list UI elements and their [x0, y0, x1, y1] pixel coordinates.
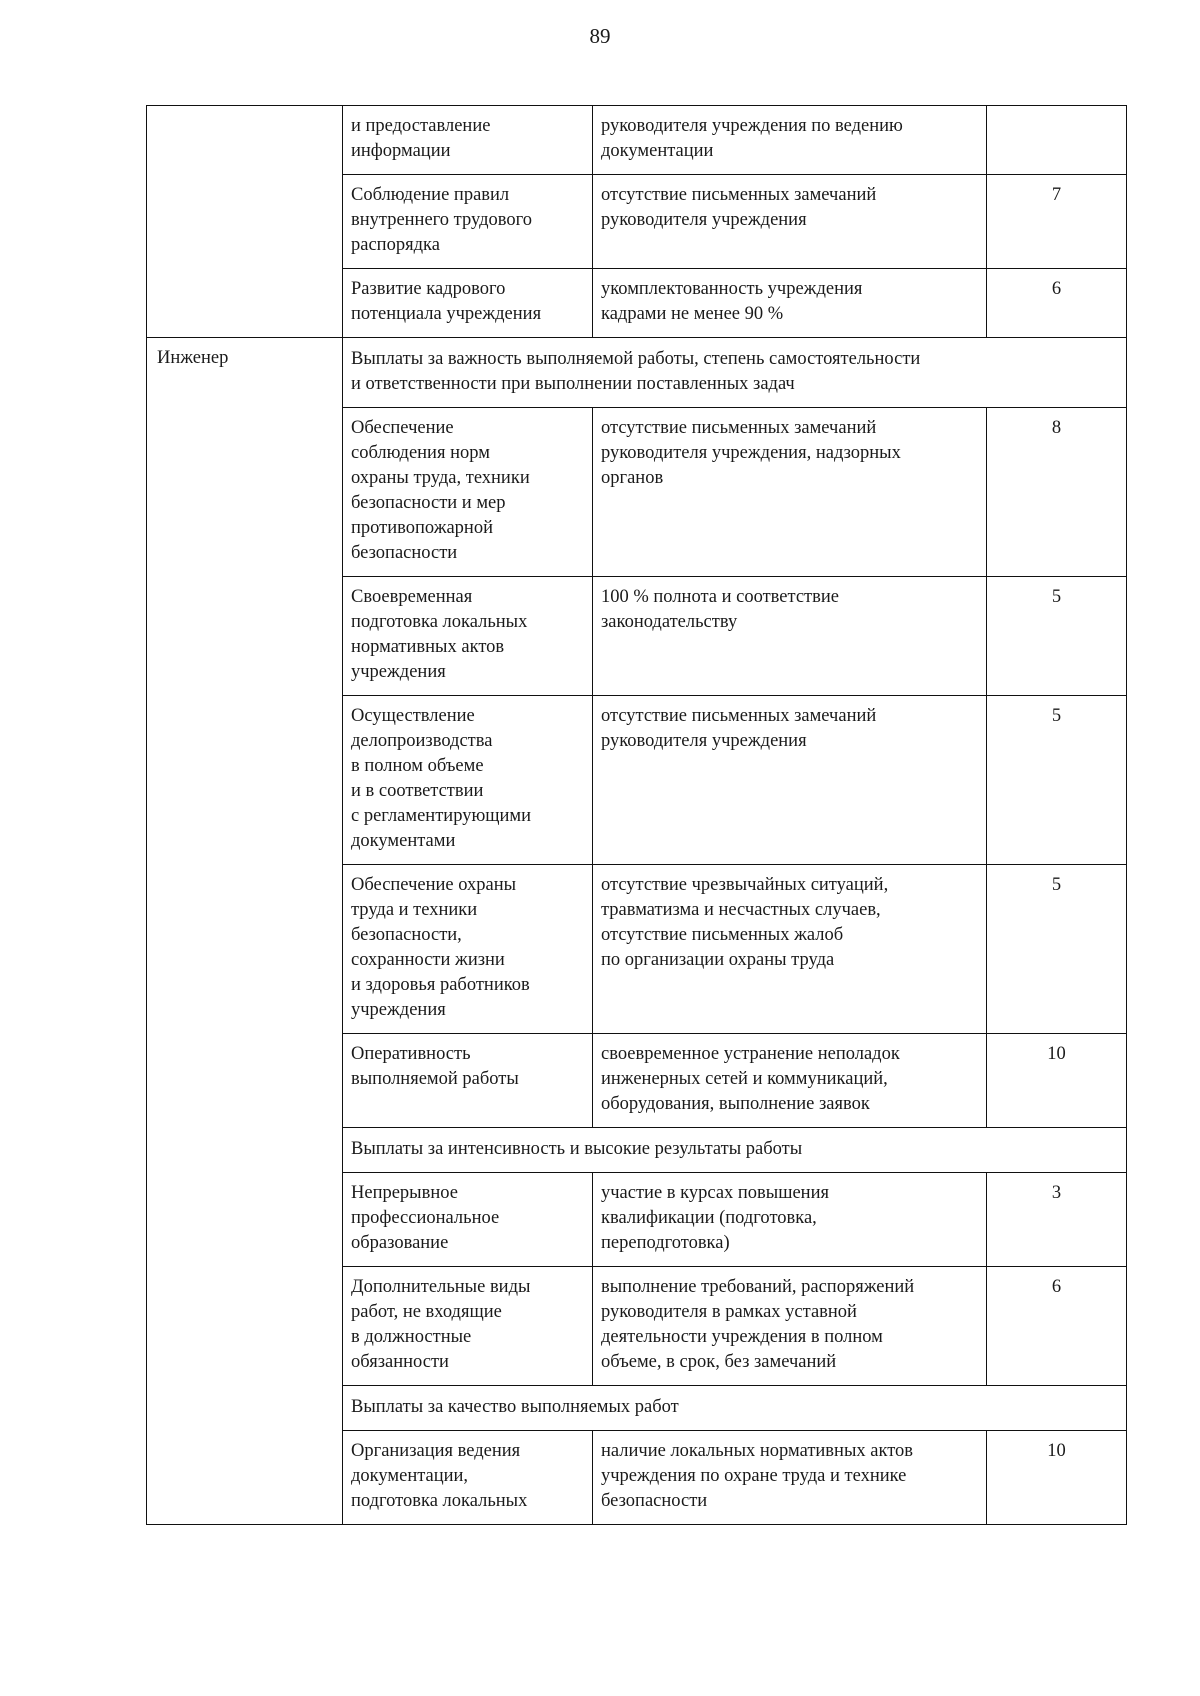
table-row — [147, 106, 1127, 175]
points-cell: 5 — [987, 577, 1127, 696]
indicator-cell: выполнение требований, распоряжений руководителя в рамках уставной деятельности учреждения в полном объеме, в срок, без замечаний — [593, 1267, 987, 1386]
indicator-cell: отсутствие письменных замечаний руководителя учреждения — [593, 175, 987, 269]
page-number: 89 — [589, 24, 611, 48]
criterion-cell: Обеспечение охраны труда и техники безопасности, сохранности жизни и здоровья работников учреждения — [343, 865, 593, 1034]
section-header-cell: Выплаты за интенсивность и высокие результаты работы — [343, 1128, 1127, 1173]
criterion-cell: Своевременная подготовка локальных нормативных актов учреждения — [343, 577, 593, 696]
position-cell — [147, 106, 343, 338]
indicator-cell: укомплектованность учреждения кадрами не менее 90 % — [593, 269, 987, 338]
points-cell: 8 — [987, 408, 1127, 577]
section-header-cell: Выплаты за качество выполняемых работ — [343, 1386, 1127, 1431]
points-cell: 6 — [987, 1267, 1127, 1386]
indicator-cell: отсутствие письменных замечаний руководителя учреждения, надзорных органов — [593, 408, 987, 577]
indicator-cell: руководителя учреждения по ведению документации — [593, 106, 987, 175]
section-header-row — [147, 338, 1127, 408]
section-header-cell: Выплаты за важность выполняемой работы, степень самостоятельности и ответственности при выполнении поставленных задач — [343, 338, 1127, 408]
indicator-cell: 100 % полнота и соответствие законодательству — [593, 577, 987, 696]
indicator-cell: участие в курсах повышения квалификации (подготовка, переподготовка) — [593, 1173, 987, 1267]
points-cell: 10 — [987, 1034, 1127, 1128]
criterion-cell: Осуществление делопроизводства в полном объеме и в соответствии с регламентирующими документами — [343, 696, 593, 865]
indicator-cell: своевременное устранение неполадок инженерных сетей и коммуникаций, оборудования, выполнение заявок — [593, 1034, 987, 1128]
criterion-cell: Развитие кадрового потенциала учреждения — [343, 269, 593, 338]
criterion-cell: и предоставление информации — [343, 106, 593, 175]
points-cell: 5 — [987, 865, 1127, 1034]
criteria-table — [146, 105, 1127, 1525]
criterion-cell: Организация ведения документации, подготовка локальных — [343, 1431, 593, 1525]
criterion-cell: Непрерывное профессиональное образование — [343, 1173, 593, 1267]
position-cell: Инженер — [147, 338, 343, 1525]
points-cell: 7 — [987, 175, 1127, 269]
points-cell: 6 — [987, 269, 1127, 338]
criterion-cell: Оперативность выполняемой работы — [343, 1034, 593, 1128]
points-cell: 10 — [987, 1431, 1127, 1525]
points-cell — [987, 106, 1127, 175]
points-cell: 3 — [987, 1173, 1127, 1267]
points-cell: 5 — [987, 696, 1127, 865]
criterion-cell: Обеспечение соблюдения норм охраны труда, техники безопасности и мер противопожарной безопасности — [343, 408, 593, 577]
criterion-cell: Соблюдение правил внутреннего трудового распорядка — [343, 175, 593, 269]
indicator-cell: отсутствие письменных замечаний руководителя учреждения — [593, 696, 987, 865]
criterion-cell: Дополнительные виды работ, не входящие в должностные обязанности — [343, 1267, 593, 1386]
indicator-cell: наличие локальных нормативных актов учреждения по охране труда и технике безопасности — [593, 1431, 987, 1525]
criteria-table-body — [147, 106, 1127, 1525]
indicator-cell: отсутствие чрезвычайных ситуаций, травматизма и несчастных случаев, отсутствие письменных жалоб по организации охраны труда — [593, 865, 987, 1034]
